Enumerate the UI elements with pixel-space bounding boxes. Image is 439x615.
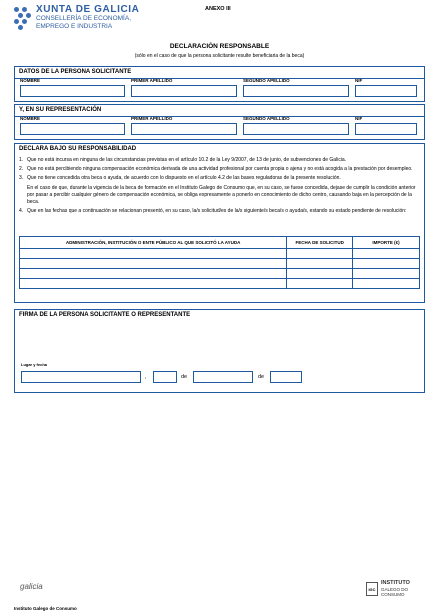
table-cell[interactable] <box>287 279 353 289</box>
table-cell[interactable] <box>20 249 287 259</box>
table-cell[interactable] <box>20 279 287 289</box>
rep-nombre-label: NOMBRE <box>20 116 40 121</box>
segundo-apellido-label: SEGUNDO APELLIDO <box>243 78 290 83</box>
dia-input[interactable] <box>153 371 177 383</box>
document-title: DECLARACIÓN RESPONSABLE <box>169 43 270 50</box>
igc-line-2: GALEGO DO <box>381 586 409 592</box>
table-cell[interactable] <box>353 249 420 259</box>
table-cell[interactable] <box>353 269 420 279</box>
representacion-section <box>14 104 425 140</box>
document-subtitle: (sólo en el caso de que la persona solicitante resulte beneficiaria de la beca) <box>134 53 305 59</box>
rep-nif-label: NIF <box>355 116 363 121</box>
solicitante-segundo-apellido-input[interactable] <box>243 85 349 97</box>
representante-nif-input[interactable] <box>355 123 417 135</box>
ano-input[interactable] <box>270 371 302 383</box>
solicitante-nombre-input[interactable] <box>20 85 125 97</box>
igc-icon: IGC <box>366 582 378 596</box>
firma-section <box>14 309 425 393</box>
table-header-administracion: ADMINISTRACIÓN, INSTITUCIÓN O ENTE PÚBLICO AL QUE SOLICITÓ LA AYUDA <box>20 237 287 249</box>
declaracion-list <box>19 157 418 217</box>
declaracion-heading: DECLARA BAJO SU RESPONSABILIDAD <box>19 146 137 152</box>
table-row <box>20 269 420 279</box>
table-row <box>20 249 420 259</box>
de-label-2: de <box>258 374 265 380</box>
xunta-logo <box>12 4 140 33</box>
table-cell[interactable] <box>287 269 353 279</box>
table-cell[interactable] <box>353 279 420 289</box>
table-cell[interactable] <box>353 259 420 269</box>
representante-primer-apellido-input[interactable] <box>131 123 237 135</box>
table-header-fecha: FECHA DE SOLICITUD <box>287 237 353 249</box>
table-cell[interactable] <box>287 249 353 259</box>
lugar-fecha-label: Lugar y fecha <box>21 362 48 367</box>
lugar-input[interactable] <box>21 371 141 383</box>
table-cell[interactable] <box>287 259 353 269</box>
solicitante-primer-apellido-input[interactable] <box>131 85 237 97</box>
solicitante-section <box>14 66 425 102</box>
table-row <box>20 279 420 289</box>
galicia-logo: galicia <box>20 582 43 591</box>
list-item: 3. Que no tiene concedida otra beca o ayuda, de acuerdo con lo dispuesto en el artículo 4.2 de las bases reguladoras de la presente resolución. <box>19 175 341 182</box>
nif-label: NIF <box>355 78 363 83</box>
declaracion-paragraph: En el caso de que, durante la vigencia de la beca de formación en el Instituto Galego de Consumo que, en su caso, se fuese concedida, dejase de cumplir la condición anterior por pasar a percibir cualquier género de compensación económica, se obliga expresamente a ponerlo en conocimiento de dicho centro, causando baja en la percepción de la beca. <box>27 184 416 206</box>
list-item: 4. Que en las fechas que a continuación se relacionan presentó, en su caso, la/s solicitud/es de la/s siguiente/s beca/s o ayuda/s, estando su estado pendiente de resolución: <box>19 208 407 215</box>
table-header-importe: IMPORTE (€) <box>353 237 420 249</box>
de-label-1: de <box>181 374 188 380</box>
igc-line-1: INSTITUTO <box>381 580 410 586</box>
representante-segundo-apellido-input[interactable] <box>243 123 349 135</box>
anexo-label: ANEXO III <box>205 6 231 12</box>
igc-logo <box>366 581 410 598</box>
logo-subtitle-1: CONSELLERÍA DE ECONOMÍA, <box>36 15 131 22</box>
mes-input[interactable] <box>193 371 253 383</box>
comma-separator: , <box>145 374 147 380</box>
representante-nombre-input[interactable] <box>20 123 125 135</box>
logo-subtitle-2: EMPREGO E INDUSTRIA <box>36 23 113 30</box>
nombre-label: NOMBRE <box>20 78 40 83</box>
igc-line-3: CONSUMO <box>381 592 405 597</box>
table-row <box>20 259 420 269</box>
table-cell[interactable] <box>20 269 287 279</box>
rep-segundo-apellido-label: SEGUNDO APELLIDO <box>243 116 290 121</box>
list-item: 2. Que no está percibiendo ninguna compensación económica derivada de una actividad profesional por cuenta propia o ajena y no está acogida a la prestación por desempleo. <box>19 166 413 173</box>
list-item: 1. Que no está incursa en ninguna de las circunstancias previstas en el artículo 10.2 de la Ley 9/2007, de 13 de junio, de subvenciones de Galicia. <box>19 157 347 163</box>
logo-title: XUNTA DE GALICIA <box>36 4 140 15</box>
table-cell[interactable] <box>20 259 287 269</box>
institute-name: Instituto Galego de Consumo <box>14 606 77 611</box>
rep-primer-apellido-label: PRIMER APELLIDO <box>131 116 173 121</box>
firma-heading: FIRMA DE LA PERSONA SOLICITANTE O REPRESENTANTE <box>19 312 191 318</box>
ayudas-table <box>19 236 420 289</box>
declaracion-section <box>14 143 425 303</box>
xunta-emblem-icon <box>12 5 32 33</box>
representacion-heading: Y, EN SU REPRESENTACIÓN <box>15 105 424 117</box>
primer-apellido-label: PRIMER APELLIDO <box>131 78 173 83</box>
solicitante-heading: DATOS DE LA PERSONA SOLICITANTE <box>15 67 424 79</box>
solicitante-nif-input[interactable] <box>355 85 417 97</box>
